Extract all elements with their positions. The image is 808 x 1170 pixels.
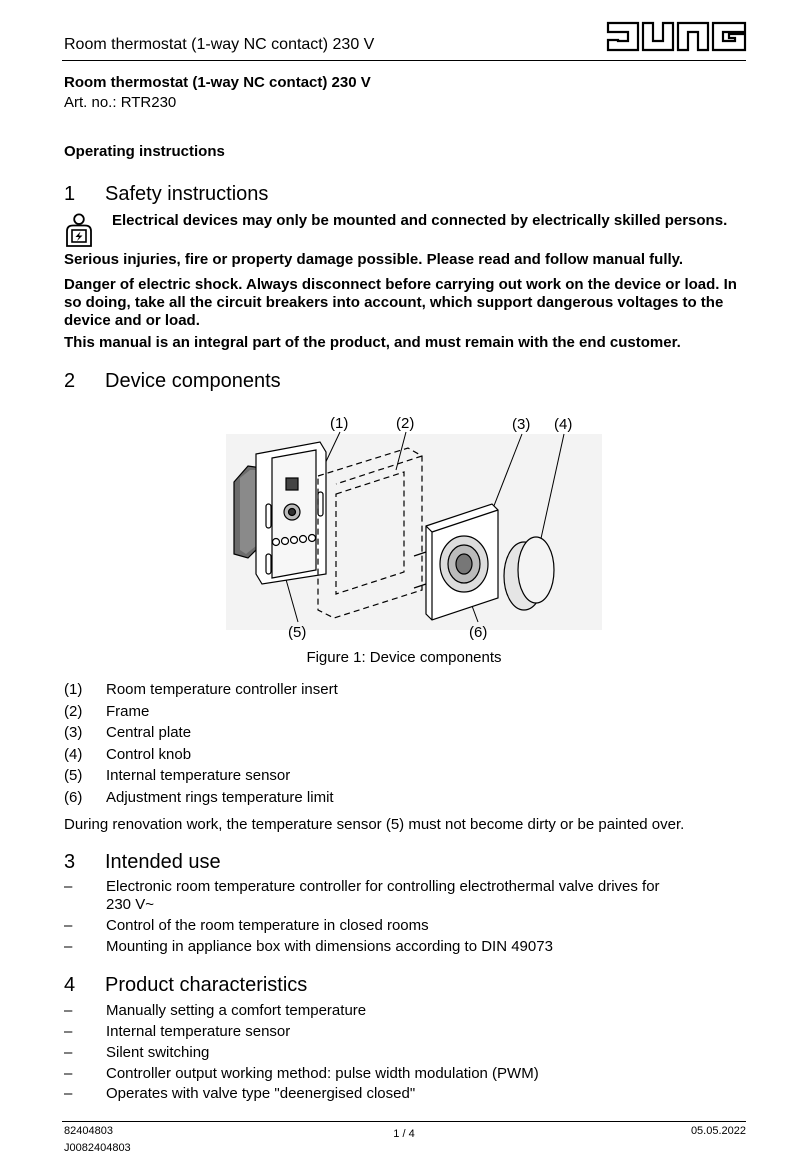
section-title: Safety instructions	[105, 183, 269, 205]
figure-caption: Figure 1: Device components	[306, 649, 502, 666]
dash-marker: –	[64, 1002, 73, 1019]
header-rule	[62, 60, 746, 61]
component-text: Control knob	[106, 746, 192, 763]
document-title: Room thermostat (1-way NC contact) 230 V	[64, 74, 371, 91]
dash-marker: –	[64, 1085, 73, 1102]
header-title: Room thermostat (1-way NC contact) 230 V	[64, 36, 375, 53]
safety-paragraph-3: This manual is an integral part of the product, and must remain with the end customer.	[64, 334, 681, 351]
safety-paragraph-2: Danger of electric shock. Always disconnect before carrying out work on the device or load. In so doing, take all the circuit breakers into account, which support dangerous voltages to the device and or load.	[64, 276, 737, 329]
figure-label-4: (4)	[554, 416, 573, 433]
component-text: Frame	[106, 703, 150, 720]
characteristic-text: Controller output working method: pulse width modulation (PWM)	[106, 1065, 539, 1082]
characteristic-text: Manually setting a comfort temperature	[106, 1002, 367, 1019]
figure-label-3: (3)	[512, 416, 531, 433]
component-marker: (6)	[64, 789, 83, 806]
dash-marker: –	[64, 1065, 73, 1082]
figure-label-2: (2)	[396, 415, 415, 432]
dash-marker: –	[64, 1044, 73, 1061]
component-text: Internal temperature sensor	[106, 767, 291, 784]
page-number: 1 / 4	[393, 1128, 415, 1140]
section-title: Intended use	[105, 851, 221, 873]
figure-label-6: (6)	[469, 624, 488, 640]
article-number: Art. no.: RTR230	[64, 94, 177, 111]
dash-marker: –	[64, 917, 73, 934]
component-text: Adjustment rings temperature limit	[106, 789, 334, 806]
characteristic-text: Operates with valve type "deenergised closed"	[106, 1085, 416, 1102]
dash-marker: –	[64, 1023, 73, 1040]
electrician-warning-icon	[64, 213, 94, 247]
footer-date: 05.05.2022	[690, 1125, 746, 1137]
safety-paragraph-1: Serious injuries, fire or property damage possible. Please read and follow manual fully.	[64, 251, 684, 268]
safety-skilled-persons: Electrical devices may only be mounted and connected by electrically skilled persons.	[112, 212, 728, 229]
intended-use-text: Mounting in appliance box with dimensions according to DIN 49073	[106, 938, 553, 955]
section-number: 1	[64, 183, 76, 205]
footer-rule	[62, 1121, 746, 1122]
component-text: Central plate	[106, 724, 192, 741]
component-marker: (2)	[64, 703, 83, 720]
footer-id: J0082404803	[64, 1142, 131, 1154]
jung-logo	[606, 20, 748, 54]
dash-marker: –	[64, 938, 73, 955]
section-title: Device components	[105, 370, 281, 392]
dash-marker: –	[64, 878, 73, 895]
section-number: 4	[64, 974, 76, 996]
component-marker: (5)	[64, 767, 83, 784]
operating-instructions-heading: Operating instructions	[64, 143, 225, 160]
intended-use-text: 230 V~	[106, 896, 154, 913]
component-marker: (1)	[64, 681, 83, 698]
section-number: 2	[64, 370, 76, 392]
intended-use-text: Electronic room temperature controller for controlling electrothermal valve drives for	[106, 878, 660, 895]
figure-label-1: (1)	[330, 415, 349, 432]
component-marker: (3)	[64, 724, 83, 741]
component-marker: (4)	[64, 746, 83, 763]
characteristic-text: Silent switching	[106, 1044, 210, 1061]
renovation-note: During renovation work, the temperature sensor (5) must not become dirty or be painted over.	[64, 816, 685, 833]
section-title: Product characteristics	[105, 974, 308, 996]
section-number: 3	[64, 851, 76, 873]
component-text: Room temperature controller insert	[106, 681, 338, 698]
characteristic-text: Internal temperature sensor	[106, 1023, 291, 1040]
intended-use-text: Control of the room temperature in closed rooms	[106, 917, 429, 934]
figure-label-5: (5)	[288, 624, 307, 640]
device-components-figure	[226, 408, 602, 640]
footer-doc-number: 82404803	[64, 1125, 113, 1137]
